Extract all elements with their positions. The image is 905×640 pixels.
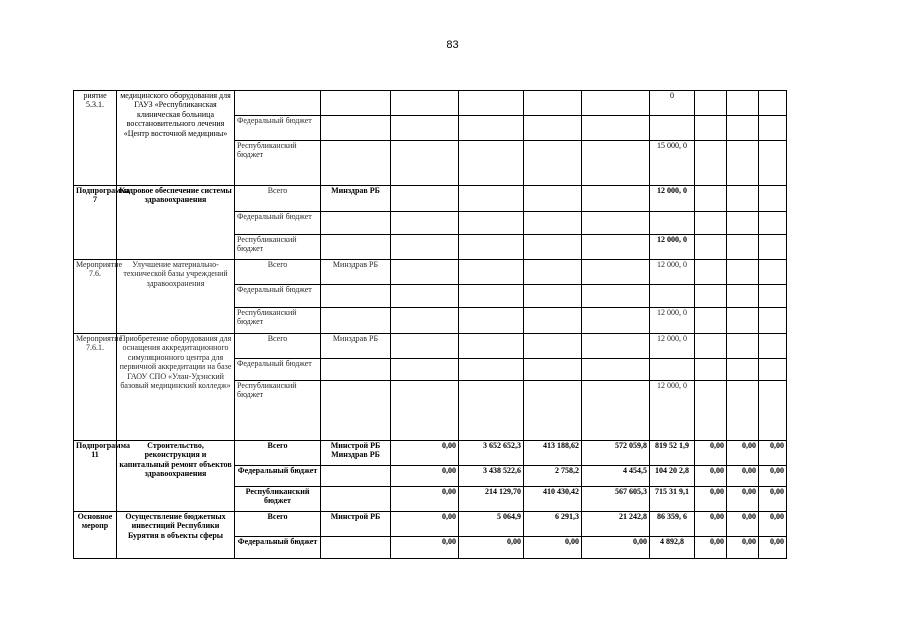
value-cell bbox=[459, 235, 524, 260]
value-cell: 86 359, 6 bbox=[650, 512, 695, 537]
value-cell bbox=[391, 308, 459, 334]
row-code: Мероприятие 7.6. bbox=[74, 260, 117, 334]
value-cell bbox=[727, 285, 759, 308]
value-cell bbox=[727, 141, 759, 186]
table-row bbox=[74, 512, 787, 537]
value-cell bbox=[524, 212, 582, 235]
value-cell bbox=[391, 212, 459, 235]
value-cell bbox=[759, 285, 787, 308]
value-cell bbox=[759, 186, 787, 212]
value-cell bbox=[391, 334, 459, 359]
value-cell bbox=[695, 141, 727, 186]
value-cell: 21 242,8 bbox=[582, 512, 650, 537]
value-cell bbox=[524, 91, 582, 116]
value-cell bbox=[524, 260, 582, 285]
funding-source: Федеральный бюджет bbox=[235, 116, 321, 141]
value-cell: 12 000, 0 bbox=[650, 381, 695, 441]
value-cell: 0,00 bbox=[727, 512, 759, 537]
value-cell bbox=[524, 359, 582, 381]
row-code: Подпрограмма 7 bbox=[74, 186, 117, 260]
value-cell bbox=[695, 381, 727, 441]
value-cell bbox=[695, 260, 727, 285]
value-cell bbox=[582, 212, 650, 235]
value-cell bbox=[759, 381, 787, 441]
value-cell: 0,00 bbox=[391, 512, 459, 537]
value-cell: 214 129,70 bbox=[459, 487, 524, 512]
value-cell: 0,00 bbox=[459, 537, 524, 559]
value-cell bbox=[391, 186, 459, 212]
value-cell bbox=[582, 141, 650, 186]
value-cell bbox=[524, 334, 582, 359]
value-cell bbox=[391, 359, 459, 381]
value-cell: 0,00 bbox=[759, 487, 787, 512]
value-cell: 0,00 bbox=[695, 466, 727, 487]
value-cell: 12 000, 0 bbox=[650, 260, 695, 285]
value-cell bbox=[524, 381, 582, 441]
funding-source: Всего bbox=[235, 334, 321, 359]
value-cell bbox=[582, 359, 650, 381]
value-cell: 6 291,3 bbox=[524, 512, 582, 537]
value-cell bbox=[459, 359, 524, 381]
value-cell bbox=[459, 285, 524, 308]
value-cell: 15 000, 0 bbox=[650, 141, 695, 186]
responsible-executor bbox=[321, 381, 391, 441]
responsible-executor bbox=[321, 487, 391, 512]
responsible-executor bbox=[321, 141, 391, 186]
responsible-executor bbox=[321, 359, 391, 381]
funding-source: Федеральный бюджет bbox=[235, 359, 321, 381]
value-cell bbox=[727, 334, 759, 359]
value-cell: 12 000, 0 bbox=[650, 186, 695, 212]
value-cell bbox=[459, 381, 524, 441]
row-code: Подпрограмма 11 bbox=[74, 441, 117, 512]
value-cell: 12 000, 0 bbox=[650, 308, 695, 334]
value-cell bbox=[695, 186, 727, 212]
value-cell bbox=[459, 141, 524, 186]
responsible-executor bbox=[321, 235, 391, 260]
value-cell bbox=[695, 235, 727, 260]
row-name: Приобретение оборудования для оснащения аккредитационного симуляционного центра для первичной аккредитации на базе ГАОУ СПО «Улан-Удэнский базовый медицинский колледж» bbox=[117, 334, 235, 441]
value-cell: 4 892,8 bbox=[650, 537, 695, 559]
value-cell: 12 000, 0 bbox=[650, 334, 695, 359]
row-name: Улучшение материально-технической базы учреждений здравоохранения bbox=[117, 260, 235, 334]
funding-source: Федеральный бюджет bbox=[235, 212, 321, 235]
funding-source: Федеральный бюджет bbox=[235, 466, 321, 487]
value-cell: 0,00 bbox=[695, 441, 727, 466]
table-row bbox=[74, 441, 787, 466]
table-row bbox=[74, 260, 787, 285]
value-cell bbox=[759, 116, 787, 141]
funding-source: Республиканский бюджет bbox=[235, 487, 321, 512]
value-cell bbox=[759, 141, 787, 186]
value-cell bbox=[582, 91, 650, 116]
value-cell: 0,00 bbox=[582, 537, 650, 559]
value-cell: 5 064,9 bbox=[459, 512, 524, 537]
value-cell bbox=[582, 116, 650, 141]
value-cell bbox=[727, 308, 759, 334]
value-cell bbox=[391, 381, 459, 441]
value-cell bbox=[459, 308, 524, 334]
value-cell bbox=[524, 285, 582, 308]
row-name: Кадровое обеспечение системы здравоохранения bbox=[117, 186, 235, 260]
value-cell bbox=[582, 235, 650, 260]
funding-source: Федеральный бюджет bbox=[235, 285, 321, 308]
value-cell bbox=[759, 359, 787, 381]
value-cell bbox=[582, 334, 650, 359]
value-cell bbox=[727, 116, 759, 141]
value-cell bbox=[459, 260, 524, 285]
value-cell bbox=[459, 91, 524, 116]
value-cell bbox=[695, 334, 727, 359]
value-cell: 3 652 652,3 bbox=[459, 441, 524, 466]
value-cell: 0,00 bbox=[524, 537, 582, 559]
value-cell: 0,00 bbox=[727, 441, 759, 466]
responsible-executor: Минздрав РБ bbox=[321, 260, 391, 285]
value-cell bbox=[524, 116, 582, 141]
funding-source: Всего bbox=[235, 441, 321, 466]
value-cell: 0,00 bbox=[391, 537, 459, 559]
row-name: медицинского оборудования для ГАУЗ «Республиканская клиническая больница восстановительного лечения «Центр восточной медицины» bbox=[117, 91, 235, 186]
value-cell bbox=[695, 212, 727, 235]
value-cell bbox=[759, 212, 787, 235]
value-cell bbox=[695, 91, 727, 116]
table-row bbox=[74, 334, 787, 359]
value-cell: 413 188,62 bbox=[524, 441, 582, 466]
row-name: Строительство, реконструкция и капитальный ремонт объектов здравоохранения bbox=[117, 441, 235, 512]
row-code: риятие 5.3.1. bbox=[74, 91, 117, 186]
value-cell: 0,00 bbox=[695, 512, 727, 537]
responsible-executor bbox=[321, 116, 391, 141]
budget-table bbox=[73, 90, 787, 559]
funding-source: Всего bbox=[235, 512, 321, 537]
table-row bbox=[74, 186, 787, 212]
value-cell bbox=[727, 359, 759, 381]
row-code: Основное меропр bbox=[74, 512, 117, 559]
value-cell bbox=[524, 235, 582, 260]
funding-source: Федеральный бюджет bbox=[235, 537, 321, 559]
value-cell: 0,00 bbox=[727, 466, 759, 487]
value-cell bbox=[391, 91, 459, 116]
row-name: Осуществление бюджетных инвестиций Республики Бурятия в объекты сферы bbox=[117, 512, 235, 559]
value-cell bbox=[391, 141, 459, 186]
value-cell bbox=[727, 212, 759, 235]
value-cell bbox=[727, 235, 759, 260]
value-cell: 104 20 2,8 bbox=[650, 466, 695, 487]
value-cell: 0,00 bbox=[759, 466, 787, 487]
value-cell bbox=[759, 91, 787, 116]
value-cell bbox=[391, 235, 459, 260]
responsible-executor bbox=[321, 441, 391, 466]
value-cell bbox=[695, 359, 727, 381]
funding-source: Всего bbox=[235, 260, 321, 285]
value-cell: 12 000, 0 bbox=[650, 235, 695, 260]
value-cell: 0,00 bbox=[759, 512, 787, 537]
value-cell: 4 454,5 bbox=[582, 466, 650, 487]
value-cell bbox=[759, 260, 787, 285]
value-cell bbox=[727, 91, 759, 116]
responsible-executor bbox=[321, 91, 391, 116]
page-number: 83 bbox=[446, 39, 459, 51]
value-cell: 410 430,42 bbox=[524, 487, 582, 512]
value-cell bbox=[582, 308, 650, 334]
value-cell bbox=[695, 308, 727, 334]
value-cell: 567 605,3 bbox=[582, 487, 650, 512]
funding-source: Республиканский бюджет bbox=[235, 141, 321, 186]
value-cell bbox=[727, 186, 759, 212]
responsible-executor bbox=[321, 212, 391, 235]
value-cell: 0,00 bbox=[759, 537, 787, 559]
responsible-executor: Минздрав РБ bbox=[321, 186, 391, 212]
value-cell bbox=[582, 285, 650, 308]
value-cell bbox=[759, 308, 787, 334]
value-cell: 0,00 bbox=[695, 487, 727, 512]
value-cell bbox=[459, 116, 524, 141]
value-cell: 0,00 bbox=[727, 487, 759, 512]
value-cell bbox=[695, 116, 727, 141]
value-cell bbox=[524, 308, 582, 334]
value-cell bbox=[759, 235, 787, 260]
value-cell: 0,00 bbox=[695, 537, 727, 559]
value-cell bbox=[695, 285, 727, 308]
value-cell bbox=[524, 186, 582, 212]
value-cell bbox=[759, 334, 787, 359]
value-cell: 2 758,2 bbox=[524, 466, 582, 487]
value-cell bbox=[459, 212, 524, 235]
responsible-executor: Минстрой РБ bbox=[321, 512, 391, 537]
value-cell: 0,00 bbox=[391, 487, 459, 512]
value-cell: 0 bbox=[650, 91, 695, 116]
value-cell bbox=[727, 260, 759, 285]
funding-source: Всего bbox=[235, 186, 321, 212]
value-cell: 3 438 522,6 bbox=[459, 466, 524, 487]
executor-secondary: Минздрав РБ bbox=[331, 450, 380, 460]
value-cell bbox=[391, 285, 459, 308]
value-cell bbox=[391, 260, 459, 285]
funding-source: Республиканский бюджет bbox=[235, 381, 321, 441]
value-cell: 0,00 bbox=[391, 441, 459, 466]
value-cell bbox=[582, 186, 650, 212]
value-cell bbox=[582, 260, 650, 285]
value-cell bbox=[650, 359, 695, 381]
funding-source bbox=[235, 91, 321, 116]
value-cell bbox=[582, 381, 650, 441]
value-cell bbox=[650, 212, 695, 235]
value-cell: 0,00 bbox=[391, 466, 459, 487]
table-row bbox=[74, 91, 787, 116]
value-cell: 0,00 bbox=[727, 537, 759, 559]
value-cell: 572 059,8 bbox=[582, 441, 650, 466]
funding-source: Республиканский бюджет bbox=[235, 308, 321, 334]
responsible-executor bbox=[321, 537, 391, 559]
executor-primary: Минстрой РБ bbox=[330, 441, 381, 450]
responsible-executor bbox=[321, 466, 391, 487]
value-cell bbox=[650, 285, 695, 308]
value-cell bbox=[727, 381, 759, 441]
responsible-executor: Минздрав РБ bbox=[321, 334, 391, 359]
responsible-executor bbox=[321, 308, 391, 334]
value-cell: 0,00 bbox=[759, 441, 787, 466]
row-code: Мероприятие 7.6.1. bbox=[74, 334, 117, 441]
value-cell bbox=[524, 141, 582, 186]
value-cell bbox=[459, 186, 524, 212]
value-cell bbox=[391, 116, 459, 141]
value-cell: 819 52 1,9 bbox=[650, 441, 695, 466]
responsible-executor bbox=[321, 285, 391, 308]
value-cell: 715 31 9,1 bbox=[650, 487, 695, 512]
value-cell bbox=[459, 334, 524, 359]
funding-source: Республиканский бюджет bbox=[235, 235, 321, 260]
value-cell bbox=[650, 116, 695, 141]
